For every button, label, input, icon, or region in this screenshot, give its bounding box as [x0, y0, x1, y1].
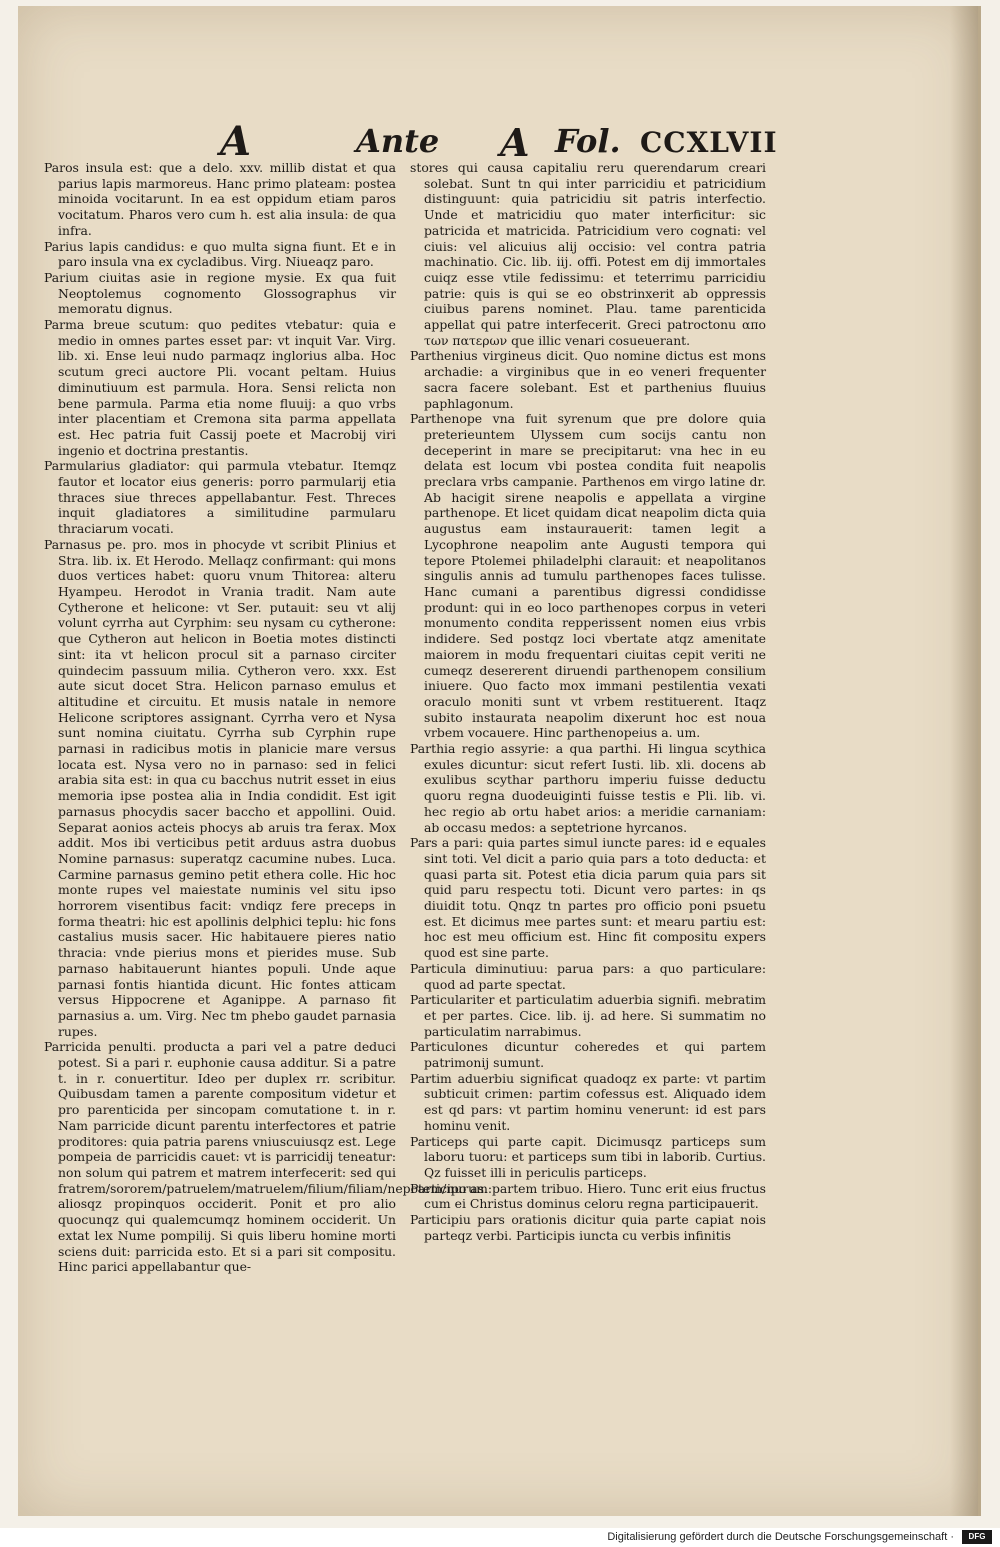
dictionary-entry-paros: Paros insula est: que a delo. xxv. millib distat et qua parius lapis marmoreus. Hanc primo plateam: postea minoida vocitarunt. In ea est oppidum etiam paros vocitatum. Pharos vero cum h. est alia insula: de qua infra.	[44, 160, 396, 238]
dictionary-entry-partim: Partim aduerbiu significat quadoqz ex parte: vt partim subticuit crimen: partim cofessus est. Aliquado idem est qd pars: vt partim hominu venerunt: id est pars hominu venit.	[410, 1070, 766, 1133]
dictionary-entry-particula: Particula diminutiuu: parua pars: a quo particulare: quod ad parte spectat.	[410, 960, 766, 992]
dictionary-entry-parius: Parius lapis candidus: e quo multa signa fiunt. Et e in paro insula vna ex cycladibus. Virg. Niueaqz paro.	[44, 238, 396, 270]
dictionary-entry-pars: Pars a pari: quia partes simul iuncte pares: id e equales sint toti. Vel dicit a pario quia pars a toto deducta: et quasi parta sit. Potest etia dicia parum quia pars sit quid paru respectu toti. Dicunt vero partes: in qs diuidit totu. Qnqz tn partes pro officio poni psuetu est. Et dicimus mee partes sunt: et mearu partiu est: hoc est meu officium est. Hinc fit compositu expers quod est sine parte.	[410, 835, 766, 961]
dictionary-entry-parma: Parma breue scutum: quo pedites vtebatur: quia e medio in omnes partes esset par: vt inquit Var. Virg. lib. xi. Ense leui nudo parmaqz inglorius alba. Hoc scutum greci auctore Pli. vocant peltam. Huius diminutiuum est parmula. Hora. Sensi relicta non bene parmula. Parma etia nome fluuij: a quo vrbs inter placentiam et Cremona sita parma appellata est. Hec patria fuit Cassij poete et Macrobij viri ingenio et doctrina prestantis.	[44, 317, 396, 458]
dictionary-entry-parnasus: Parnasus pe. pro. mos in phocyde vt scribit Plinius et Stra. lib. ix. Et Herodo. Mellaqz confirmant: qui mons duos vertices habet: quoru vnum Thitorea: alteru Hyampeu. Herodot in Vrania tradit. Nam aute Cytherone et helicone: vt Ser. putauit: seu vt alij volunt cyrrha aut Cyrphim: seu nysam cu cytherone: que Cytheron aut helicon in Boetia motes distincti sint: ita vt helicon procul sit a parnaso circiter quindecim passuum milia. Cytheron vero. xxx. Est aute sicut docet Stra. Helicon parnaso emulus et altitudine et circuitu. Et musis natale in nemore Helicone scriptores assignant. Cyrrha vero et Nysa sunt nomina ciuitatu. Cyrrha sub Cyrphin rupe parnasi in radicibus motis in planicie mare versus locata est. Nysa vero no in parnaso: sed in felici arabia sita est: in qua cu bacchus nutrit esset in eius memoria ipse postea alia in India condidit. Est igit parnasus phocydis sacer baccho et appollini. Ouid. Separat aonios acteis phocys ab aruis tra ferax. Mox addit. Mos ibi verticibus petit arduus astra duobus Nomine parnasus: superatqz cacumine nubes. Luca. Carmine parnasus gemino petit ethera colle. Hic hoc monte rupes vel maiestate numinis vel situ ipso horrorem visentibus facit: vndiqz fere preceps in forma theatri: hic est apollinis delphici teplu: hic fons castalius musis sacer. Hic habitauere pieres natio thracia: vnde pierius mons et pierides muse. Sub parnaso habitauerunt hiantes populi. Unde aque parnasi fontis hiantida dicunt. Hic fontes atticam versus Hippocrene et Aganippe. A parnaso fit parnasius a. um. Virg. Nec tm phebo gaudet parnasia rupes.	[44, 536, 396, 1039]
right-text-column	[410, 160, 766, 1290]
funding-credit-text: Digitalisierung gefördert durch die Deutsche Forschungsgemeinschaft ·	[607, 1531, 954, 1543]
dictionary-entry-participium: Participiu pars orationis dicitur quia parte capiat nois parteqz verbi. Participis iuncta cu verbis infinitis	[410, 1212, 766, 1243]
dictionary-entry-continuation: stores qui causa capitaliu reru querendarum creari solebat. Sunt tn qui inter parricidiu et patricidium distinguunt: quia patricidiu sit patris interfectio. Unde et matricidiu quo mater interficitur: sic patricida et matricida. Patricidium vero cognati: vel ciuis: vel alicuius alij occisio: vel contra patria machinatio. Cic. lib. iij. offi. Potest em dij immortales cuiqz esse vtile fedissimu: et teterrimu parricidiu patrie: quis is qui se eo obstrinxerit ab oppressis ciuibus parens nominet. Plau. tame parenticida appellat qui patre interfecerit. Greci patroctonu απο των πατερων que illic venari cosueuerant.	[410, 160, 766, 348]
dictionary-entry-parmularius: Parmularius gladiator: qui parmula vtebatur. Itemqz fautor et locator eius generis: porro parmularij etia thraces siue threces appellabantur. Fest. Threces inquit gladiatores a similitudine parmularu thraciarum vocati.	[44, 458, 396, 537]
running-head-word: Ante	[356, 122, 440, 160]
dictionary-entry-parthenius: Parthenius virgineus dicit. Quo nomine dictus est mons archadie: a virginibus que in eo veneri frequenter sacra facere solebant. Est et parthenius fluuius paphlagonum.	[410, 348, 766, 411]
folio-label: Fol.	[555, 122, 621, 160]
folio-number: CCXLVII	[640, 126, 778, 159]
left-text-column	[44, 160, 493, 1290]
dfg-logo-icon: DFG	[962, 1530, 992, 1544]
digitization-footer	[0, 1528, 1000, 1547]
dictionary-entry-particeps: Particeps qui parte capit. Dicimusqz particeps sum laboru tuoru: et particeps sum tibi in laborib. Curtius. Qz fuisset illi in periculis particeps.	[410, 1133, 766, 1180]
running-head-letter-left: A	[220, 118, 252, 165]
dictionary-entry-parricida: Parricida penulti. producta a pari vel a patre deduci potest. Si a pari r. euphonie causa additur. Si a patre t. in r. conuertitur. Ideo per duplex rr. scribitur. Quibusdam tamen a parente compositum videtur et pro parenticida per sincopam comutatione t. in r. Nam parricide dicunt parentu interfectores et patrie proditores: quia patria parens vniuscuiusqz est. Lege pompeia de parricidis cauet: vt is parricidij teneatur: non solum qui patrem et matrem interfecerit: sed qui fratrem/sororem/patruelem/matruelem/filium/filiam/nepotem/nurum: aliosqz propinquos occiderit. Ponit et pro alio quocunqz qui qualemcumqz hominem occiderit. Un extat lex Nume pompilij. Si quis liberu homine morti sciens duit: parricida esto. Et si a pari sit compositu. Hinc parici appellabantur que-	[44, 1039, 493, 1275]
running-head-letter-right: A	[500, 120, 530, 165]
dictionary-entry-participo: Participo as. partem tribuo. Hiero. Tunc erit eius fructus cum ei Christus dominus celoru regna participauerit.	[410, 1180, 766, 1212]
dictionary-entry-parthia: Parthia regio assyrie: a qua parthi. Hi lingua scythica exules dicuntur: sicut refert Iusti. lib. xli. docens ab exulibus scythar parthoru imperiu fuisse deductu quoru regna duodeuiginti fuisse testis e Pli. lib. vi. hec regio ab ortu habet arios: a meridie carnaniam: ab occasu medos: a septetrione hyrcanos.	[410, 741, 766, 835]
dictionary-entry-particulariter: Particulariter et particulatim aduerbia signifi. mebratim et per partes. Cice. lib. ij. ad here. Si summatim no particulatim narrabimus.	[410, 992, 766, 1039]
dictionary-entry-parthenope: Parthenope vna fuit syrenum que pre dolore quia preterieuntem Ulyssem cum socijs cantu non deceperint in mare se precipitarut: vna hec in eu delata est locum vbi postea condita fuit neapolis preclara vrbs campanie. Parthenos em virgo latine dr. Ab hacigit sirene neapolis e appellata a virgine parthenope. Et licet quidam dicat neapolim dicta quia augustus eam instaurauerit: tamen legit a Lycophrone neapolim ante Augusti tempora qui tepore Ptolemei philadelphi clarauit: et neapolitanos singulis annis ad tumulu parthenopes faces tulisse. Hanc cumani a parentibus digressi condidisse produnt: qui in eo loco parthenopes corpus in veteri monumento condita repperissent nomen eius vrbis indidere. Sed postqz loci vbertate atqz amenitate maiorem in modu frequentari ciuitas cepit veriti ne cumeqz desererent diruendi parthenopem consilium iniuere. Quo facto mox immani pestilentia vexati oraculo moniti sunt vt vrbem restituerent. Itaqz subito instaurata neapolim dixerunt hoc est noua vrbem vocauere. Hinc parthenopeius a. um.	[410, 411, 766, 741]
dictionary-entry-particulones: Particulones dicuntur coheredes et qui partem patrimonij sumunt.	[410, 1039, 766, 1071]
dictionary-entry-parium: Parium ciuitas asie in regione mysie. Ex qua fuit Neoptolemus cognomento Glossographus vir memoratu dignus.	[44, 269, 396, 317]
page-gutter-shadow	[950, 6, 978, 1516]
